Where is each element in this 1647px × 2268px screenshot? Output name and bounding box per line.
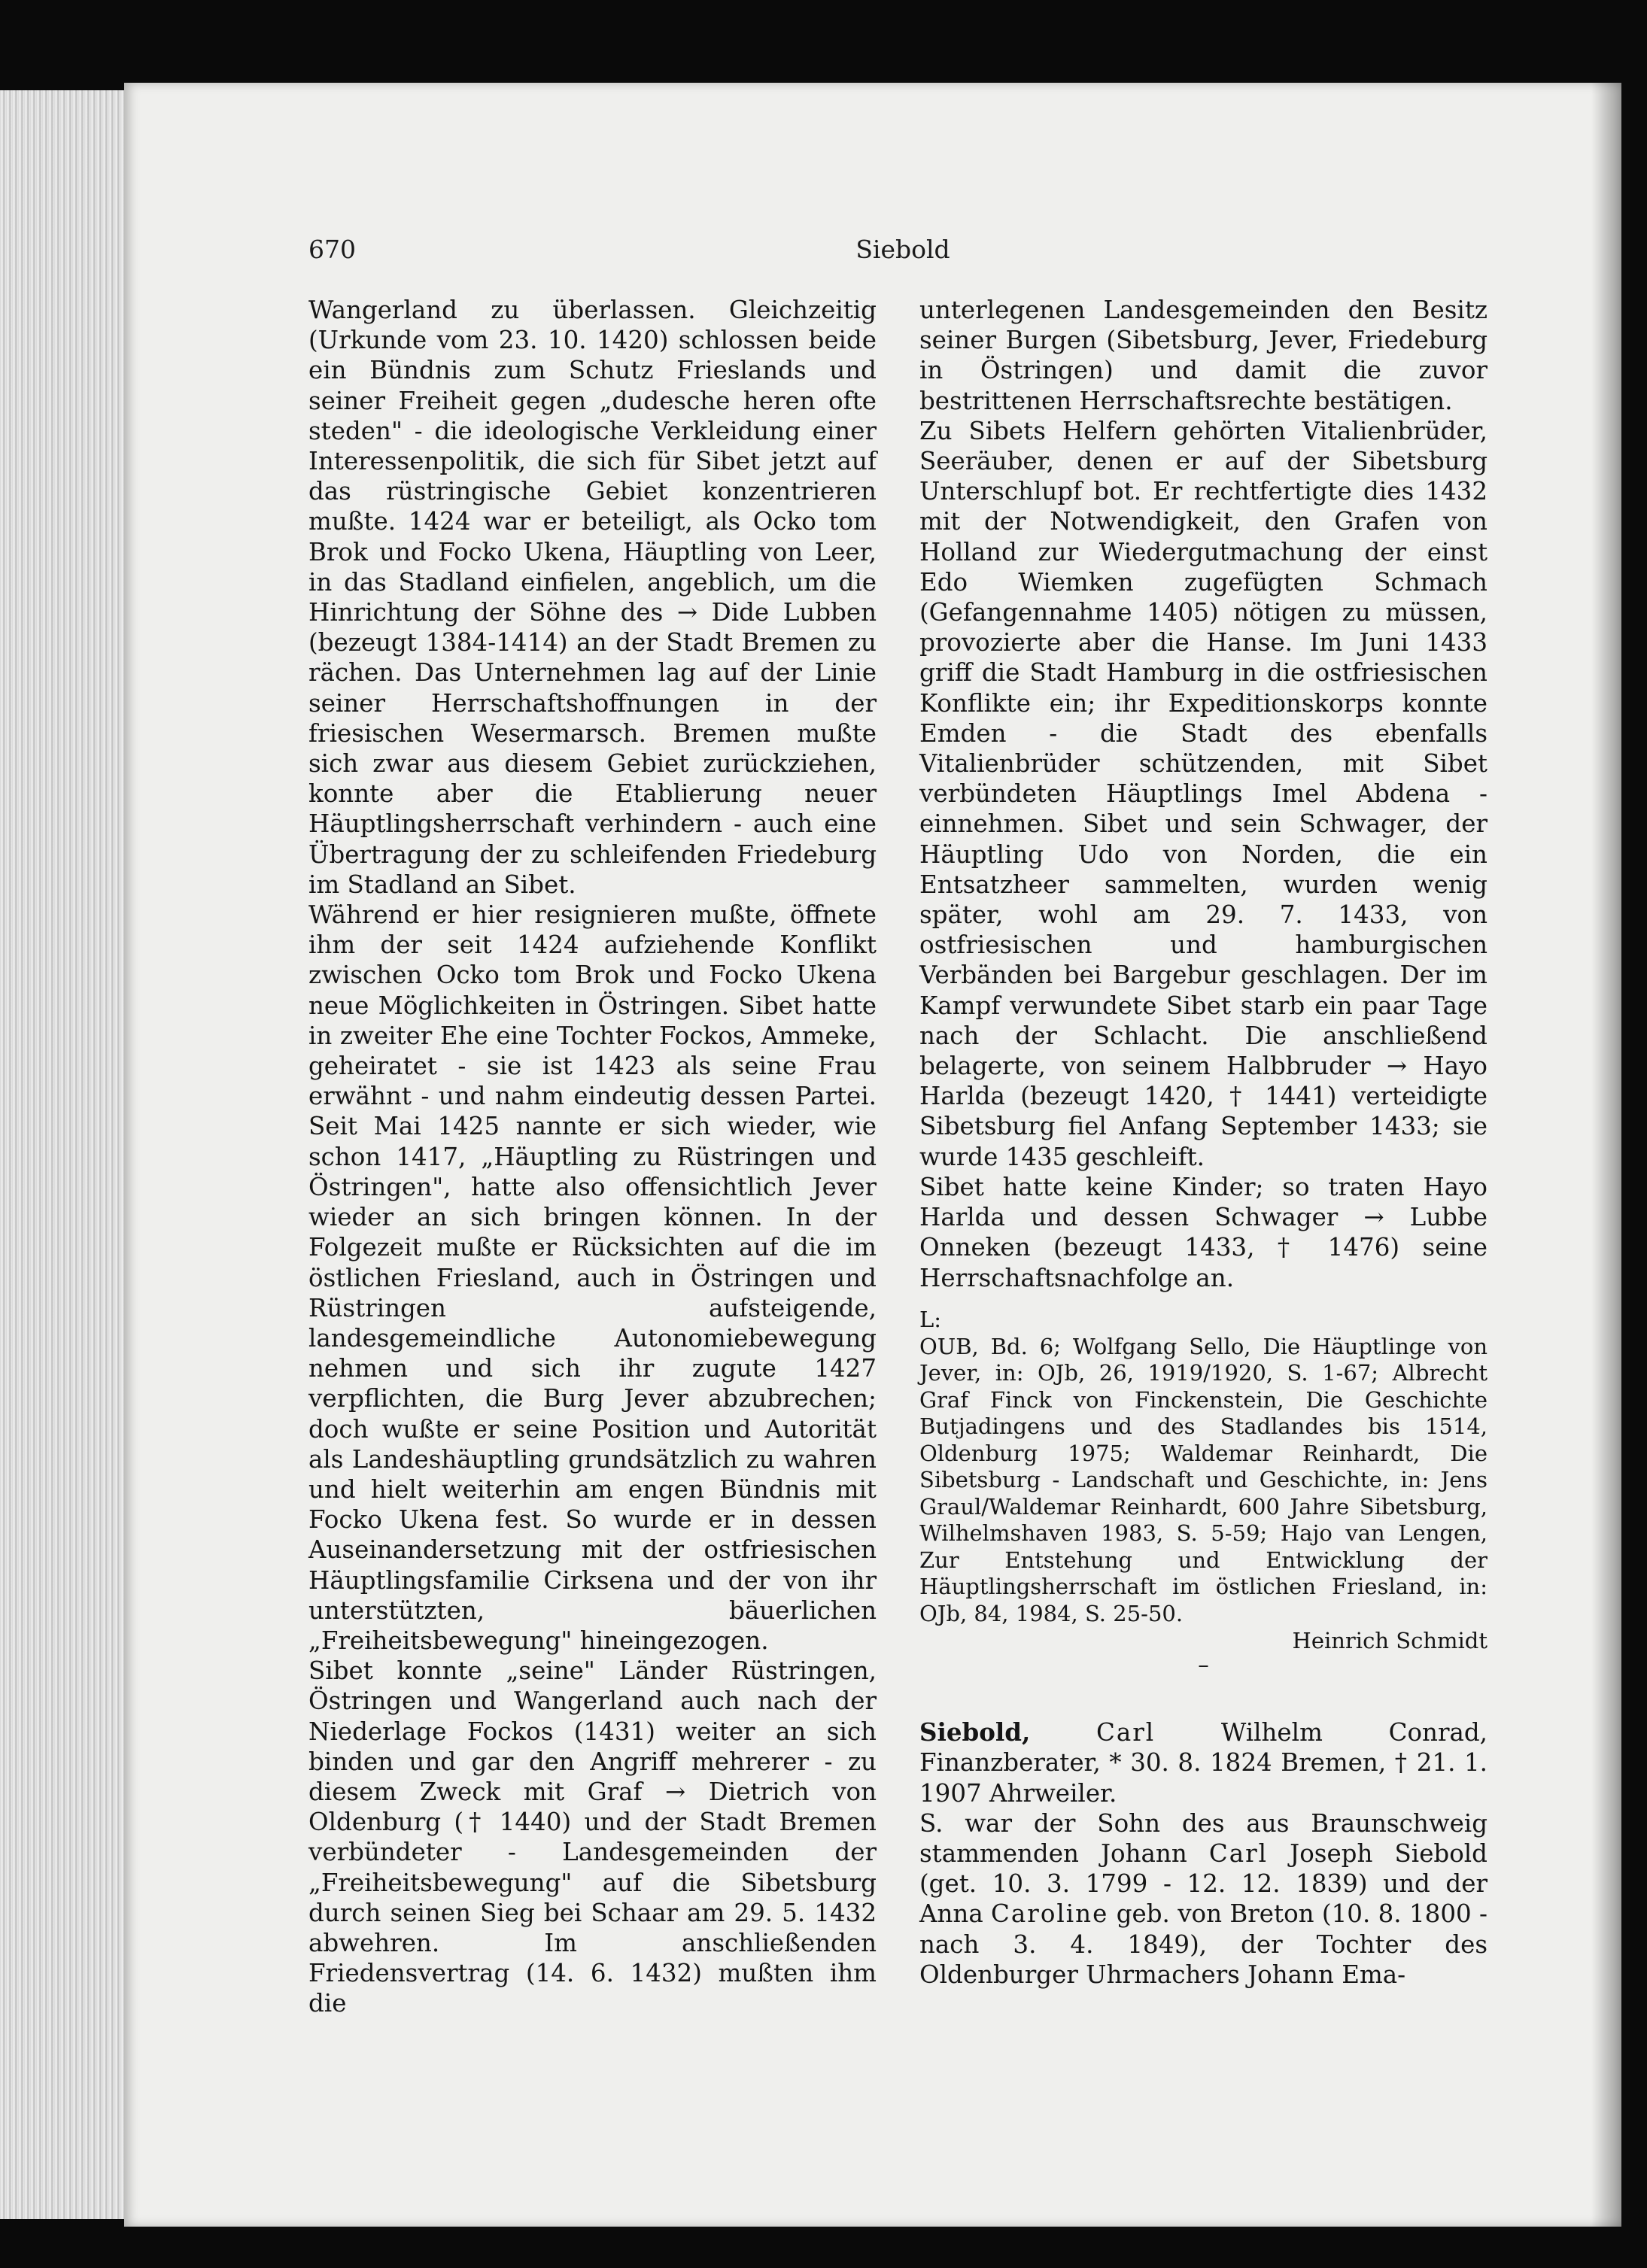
page-header bbox=[308, 235, 1497, 269]
entry-details: Wilhelm Conrad, Finanzberater, * 30. 8. 1824 Bremen, † 21. 1. 1907 Ahrweiler. bbox=[919, 1718, 1487, 1808]
right-paragraph-1: unterlegenen Landesgemeinden den Besitz seiner Burgen (Sibetsburg, Jever, Friedeburg in Östringen) und damit die zuvor bestrittenen Herrschaftsrechte bestätigen. bbox=[919, 296, 1487, 415]
page-number: 670 bbox=[308, 235, 356, 264]
literature-references: OUB, Bd. 6; Wolfgang Sello, Die Häuptlinge von Jever, in: OJb, 26, 1919/1920, S. 1-67; Albrecht Graf Finck von Finckenstein, Die Geschichte Butjadingens und des Stadlandes bis 1514, Oldenburg 1975; Waldemar Reinhardt, Die Sibetsburg - Landschaft und Geschichte, in: Jens Graul/Waldemar Reinhardt, 600 Jahre Sibetsburg, Wilhelmshaven 1983, S. 5-59; Hajo van Lengen, Zur Entstehung und Entwicklung der Häuptlingsherrschaft im östlichen Friesland, in: OJb, 84, 1984, S. 25-50. bbox=[919, 1333, 1487, 1626]
page-gutter-shadow bbox=[1591, 83, 1621, 2227]
article-separator: – bbox=[1198, 1652, 1209, 1678]
right-paragraph-2: Zu Sibets Helfern gehörten Vitalienbrüder, Seeräuber, denen er auf der Sibetsburg Unterschlupf bot. Er rechtfertigte dies 1432 mit der Notwendigkeit, den Grafen von Holland zur Wiedergutmachung der einst Edo Wiemken zugefügten Schmach (Gefangennahme 1405) nötigen zu müssen, provozierte aber die Hanse. Im Juni 1433 griff die Stadt Hamburg in die ostfriesischen Konflikte ein; ihr Expeditionskorps konnte Emden - die Stadt des ebenfalls Vitalienbrüder schützenden, mit Sibet verbündeten Häuptlings Imel Abdena - einnehmen. Sibet und sein Schwager, der Häuptling Udo von Norden, die ein Entsatzheer sammelten, wurden wenig später, wohl am 29. 7. 1433, von ostfriesischen und hamburgischen Verbänden bei Bargebur geschlagen. Der im Kampf verwundete Sibet starb ein paar Tage nach der Schlacht. Die anschließend belagerte, von seinem Halbbruder → Hayo Harlda (bezeugt 1420, † 1441) verteidigte Sibetsburg fiel Anfang September 1433; sie wurde 1435 geschleift. bbox=[919, 416, 1487, 1171]
left-paragraph-3: Sibet konnte „seine" Länder Rüstringen, Östringen und Wangerland auch nach der Niederlage Fockos (1431) weiter an sich binden und gar den Angriff mehrerer - zu diesem Zweck mit Graf → Dietrich von Oldenburg († 1440) und der Stadt Bremen verbündeter - Landesgemeinden der „Freiheitsbewegung" auf die Sibetsburg durch seinen Sieg bei Schaar am 29. 5. 1432 abwehren. Im anschließenden Friedensvertrag (14. 6. 1432) mußten ihm die bbox=[308, 1656, 877, 2018]
bio-text-3: geb. von Breton (10. 8. 1800 - nach 3. 4. 1849), der Tochter des Oldenburger Uhrmachers Johann Ema- bbox=[919, 1899, 1487, 1989]
entry-biography bbox=[919, 1808, 1487, 1990]
book-page-edges bbox=[0, 90, 135, 2219]
literature-label: L: bbox=[919, 1306, 942, 1332]
right-paragraph-3: Sibet hatte keine Kinder; so traten Hayo Harlda und dessen Schwager → Lubbe Onneken (bezeugt 1433, † 1476) seine Herrschaftsnachfolge an. bbox=[919, 1172, 1487, 1292]
entry-surname: Siebold, bbox=[919, 1717, 1031, 1747]
bio-text-2: Joseph Siebold (get. 10. 3. 1799 - 12. 12. 1839) und der Anna bbox=[919, 1839, 1487, 1929]
entry-heading bbox=[919, 1717, 1487, 1808]
article-author: Heinrich Schmidt bbox=[1292, 1628, 1487, 1654]
bio-carl: Carl bbox=[1208, 1839, 1269, 1869]
bio-caroline: Caroline bbox=[991, 1899, 1109, 1929]
left-paragraph-1: Wangerland zu überlassen. Gleichzeitig (Urkunde vom 23. 10. 1420) schlossen beide ein Bündnis zum Schutz Frieslands und seiner Freiheit gegen „dudesche heren ofte steden" - die ideologische Verkleidung einer Interessenpolitik, die sich für Sibet jetzt auf das rüstringische Gebiet konzentrieren mußte. 1424 war er beteiligt, als Ocko tom Brok und Focko Ukena, Häuptling von Leer, in das Stadland einfielen, angeblich, um die Hinrichtung der Söhne des → Dide Lubben (bezeugt 1384-1414) an der Stadt Bremen zu rächen. Das Unternehmen lag auf der Linie seiner Herrschaftshoffnungen in der friesischen Wesermarsch. Bremen mußte sich zwar aus diesem Gebiet zurückziehen, konnte aber die Etablierung neuer Häuptlingsherrschaft verhindern - auch eine Übertragung der zu schleifenden Friedeburg im Stadland an Sibet. bbox=[308, 296, 877, 899]
left-column bbox=[308, 295, 877, 2019]
running-head: Siebold bbox=[855, 235, 950, 264]
left-paragraph-2: Während er hier resignieren mußte, öffnete ihm der seit 1424 aufziehende Konflikt zwischen Ocko tom Brok und Focko Ukena neue Möglichkeiten in Östringen. Sibet hatte in zweiter Ehe eine Tochter Fockos, Ammeke, geheiratet - sie ist 1423 als seine Frau erwähnt - und nahm eindeutig dessen Partei. Seit Mai 1425 nannte er sich wieder, wie schon 1417, „Häuptling zu Rüstringen und Östringen", hatte also offensichtlich Jever wieder an sich bringen können. In der Folgezeit mußte er Rücksichten auf die im östlichen Friesland, auch in Östringen und Rüstringen aufsteigende, landesgemeindliche Autonomiebewegung nehmen und sich ihr zugute 1427 verpflichten, die Burg Jever abzubrechen; doch wußte er seine Position und Autorität als Landeshäuptling grundsätzlich zu wahren und hielt weiterhin am engen Bündnis mit Focko Ukena fest. So wurde er in dessen Auseinandersetzung mit der ostfriesischen Häuptlingsfamilie Cirksena und der von ihr unterstützten, bäuerlichen „Freiheitsbewegung" hineingezogen. bbox=[308, 900, 877, 1655]
bio-text-1: S. war der Sohn des aus Braunschweig stammenden Johann bbox=[919, 1808, 1487, 1869]
entry-gap bbox=[919, 1675, 1487, 1717]
entry-firstname: Carl bbox=[1096, 1718, 1156, 1747]
right-column bbox=[919, 295, 1487, 1990]
